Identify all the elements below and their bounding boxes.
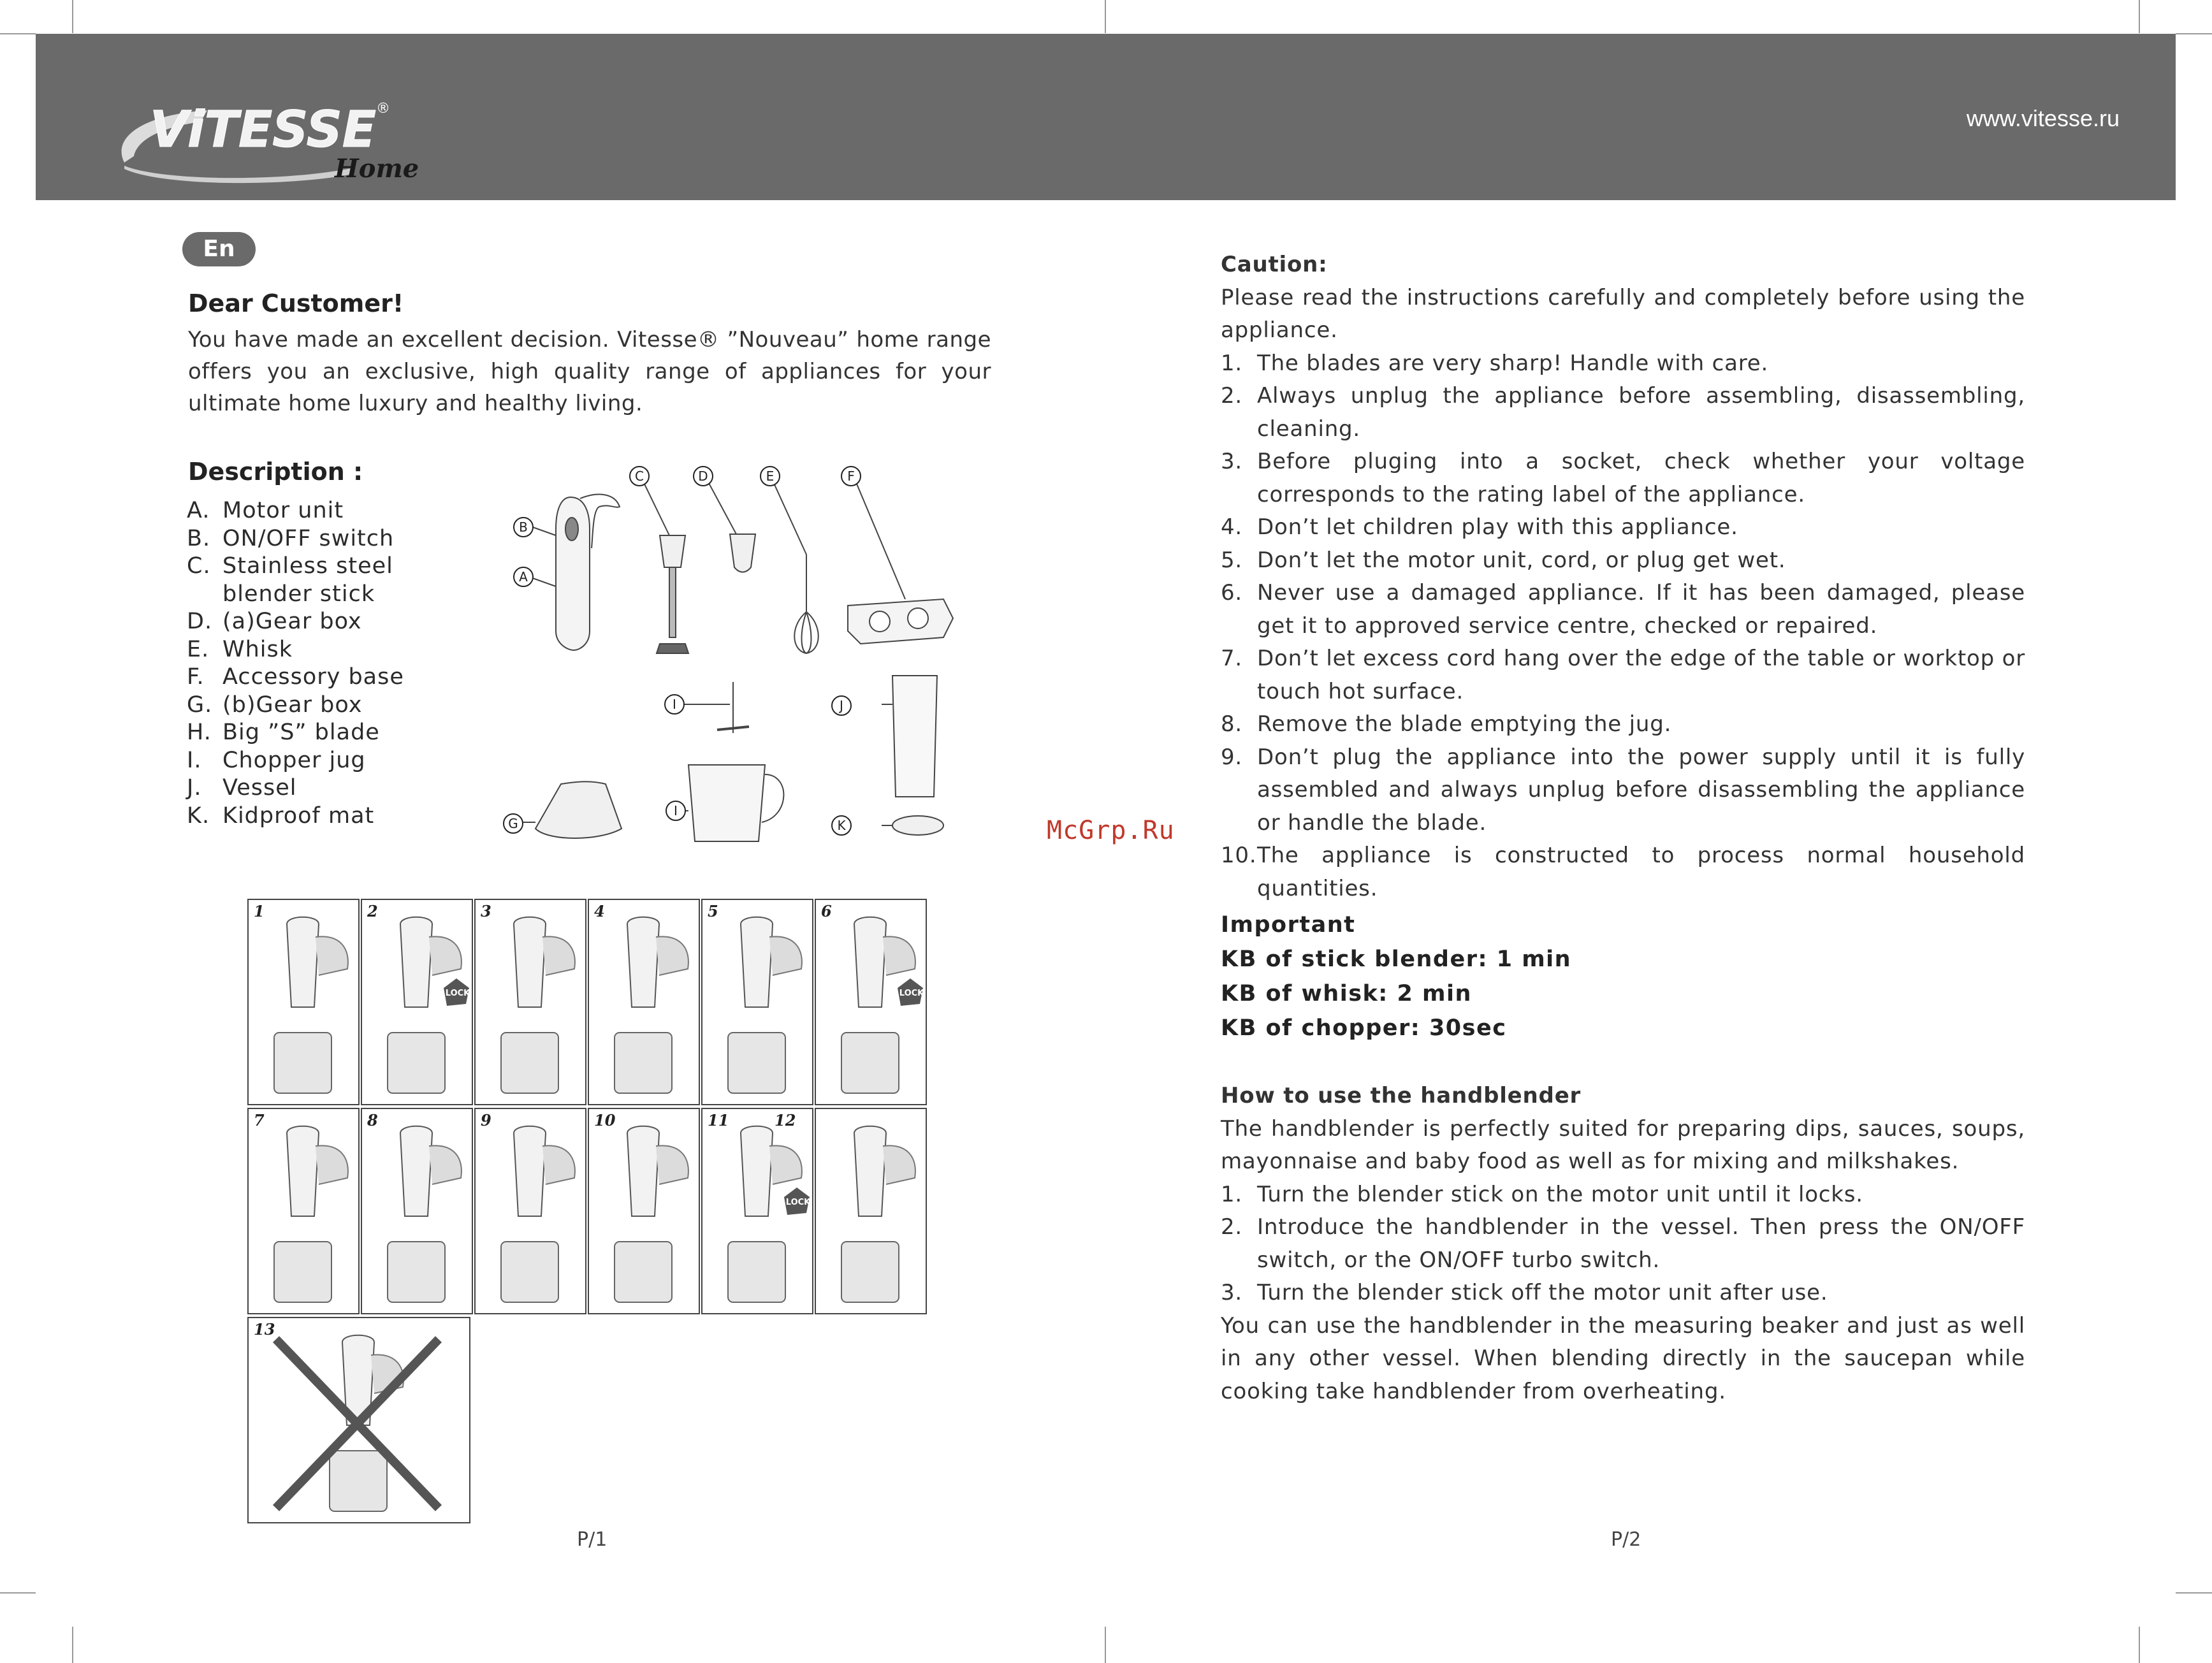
callout-i-top: I — [673, 697, 676, 712]
switch-drawing — [565, 518, 578, 541]
vessel-sketch — [274, 1033, 331, 1093]
step-panel — [588, 1108, 699, 1314]
how-to-intro: The handblender is perfectly suited for preparing dips, sauces, soups, mayonnaise and baby food as well as for mixing and milkshakes. — [1221, 1115, 2025, 1174]
caution-title: Caution: — [1221, 252, 1328, 277]
page-number-right: P/2 — [1611, 1529, 1641, 1551]
description-label: Whisk — [222, 636, 293, 662]
list-item — [1221, 1277, 2025, 1310]
description-list — [187, 497, 404, 830]
crop-mark — [2139, 0, 2140, 33]
description-item — [187, 636, 404, 664]
description-title: Description : — [188, 458, 363, 486]
list-number: 8. — [1221, 711, 1243, 737]
description-label: (b)Gear box — [222, 692, 363, 718]
list-item — [1221, 1211, 2025, 1277]
description-label: ON/OFF switch — [222, 525, 395, 551]
list-text: Turn the blender stick off the motor unit after use. — [1257, 1280, 1828, 1305]
callout-a: A — [519, 569, 528, 585]
blender-head-drawing — [657, 644, 688, 653]
vessel-sketch — [388, 1033, 445, 1093]
list-number: 9. — [1221, 744, 1243, 770]
how-to-outro: You can use the handblender in the measuring beaker and just as well in any other vessel. When blending directly in the saucepan while cooking take handblender from overheating. — [1221, 1312, 2025, 1404]
list-text: Don’t let children play with this appliance. — [1257, 514, 1738, 540]
gearbox-b-drawing — [535, 781, 622, 838]
description-item — [187, 774, 404, 802]
list-number: 3. — [1221, 449, 1243, 474]
crop-mark — [0, 33, 36, 34]
step-number: 2 — [367, 902, 378, 920]
description-key: D. — [187, 609, 213, 634]
watermark: McGrp.Ru — [1047, 816, 1175, 845]
list-item — [1221, 511, 2025, 544]
step-number: 3 — [481, 902, 491, 920]
vessel-sketch — [388, 1242, 445, 1302]
description-item — [187, 497, 404, 525]
appliance-sketch — [741, 1126, 773, 1216]
step-panel — [248, 1108, 359, 1314]
description-item — [187, 608, 404, 636]
vessel-drawing — [892, 676, 937, 797]
callout-f: F — [847, 468, 855, 484]
appliance-sketch — [400, 1126, 432, 1216]
step-number: 13 — [254, 1320, 275, 1339]
list-number: 1. — [1221, 1181, 1243, 1207]
appliance-sketch — [514, 917, 546, 1007]
step-number: 6 — [821, 902, 832, 920]
appliance-sketch — [514, 1126, 546, 1216]
vessel-sketch — [841, 1242, 899, 1302]
gearbox-a-drawing — [730, 534, 755, 572]
vessel-sketch — [615, 1242, 672, 1302]
description-item — [187, 581, 404, 609]
vessel-sketch — [841, 1033, 899, 1093]
list-number: 10. — [1221, 843, 1257, 868]
description-key: J. — [187, 775, 202, 801]
vessel-sketch — [615, 1033, 672, 1093]
list-item — [1221, 347, 2025, 381]
logo-home: Home — [335, 154, 419, 184]
description-label: (a)Gear box — [222, 609, 362, 634]
callout-d: D — [698, 468, 708, 484]
appliance-sketch — [287, 1126, 319, 1216]
step-number: 12 — [775, 1111, 796, 1129]
description-key — [187, 581, 222, 609]
site-url[interactable]: www.vitesse.ru — [1966, 105, 2120, 131]
vessel-sketch — [728, 1033, 785, 1093]
vessel-sketch — [728, 1242, 785, 1302]
step-panel — [815, 899, 926, 1105]
greeting-body: You have made an excellent decision. Vitesse® ”Nouveau” home range offers you an exclusive, high quality range of appliances for your ultimate home luxury and healthy living. — [188, 327, 991, 416]
description-label: Chopper jug — [222, 747, 366, 773]
appliance-sketch — [854, 1126, 886, 1216]
list-number: 4. — [1221, 514, 1243, 540]
list-item — [1221, 839, 2025, 905]
callout-b: B — [519, 519, 528, 535]
list-text: Don’t let excess cord hang over the edge of the table or worktop or touch hot surface. — [1257, 646, 2025, 704]
logo-registered: ® — [376, 101, 390, 117]
description-key: A. — [187, 498, 210, 523]
caution-section — [1221, 249, 2025, 905]
description-key: I. — [187, 747, 202, 773]
list-number: 2. — [1221, 1214, 1243, 1240]
important-line: KB of chopper: 30sec — [1221, 1015, 1507, 1041]
description-label: Accessory base — [222, 664, 404, 690]
vessel-sketch — [501, 1242, 558, 1302]
step-number: 4 — [594, 902, 605, 920]
chopper-jug-handle-drawing — [762, 774, 783, 822]
how-to-title: How to use the handblender — [1221, 1083, 1582, 1108]
step-number: 10 — [594, 1111, 616, 1129]
callout-k: K — [837, 818, 846, 833]
description-label: Vessel — [222, 775, 297, 801]
list-item — [1221, 380, 2025, 446]
chopper-jug-drawing — [688, 765, 765, 841]
step-panel — [248, 899, 359, 1105]
list-number: 3. — [1221, 1280, 1243, 1305]
description-item — [187, 692, 404, 720]
blender-shaft-drawing — [669, 567, 676, 637]
callout-j: J — [840, 698, 843, 713]
crop-mark — [1105, 1627, 1106, 1663]
description-key: G. — [187, 692, 213, 718]
description-item — [187, 747, 404, 775]
important-line: KB of whisk: 2 min — [1221, 981, 1472, 1006]
step-panel — [702, 899, 813, 1105]
kidproof-mat-drawing — [892, 816, 943, 835]
description-label: Motor unit — [222, 498, 344, 523]
description-item — [187, 553, 404, 581]
list-text: Always unplug the appliance before assembling, disassembling, cleaning. — [1257, 383, 2025, 442]
step-number: 7 — [254, 1111, 265, 1129]
step-panel — [361, 899, 472, 1105]
step-number: 8 — [367, 1111, 378, 1129]
caution-intro: Please read the instructions carefully and completely before using the appliance. — [1221, 284, 2025, 343]
description-label: blender stick — [222, 581, 375, 607]
step-number: 9 — [481, 1111, 491, 1129]
list-text: Introduce the handblender in the vessel. Then press the ON/OFF switch, or the ON/OFF turbo switch. — [1257, 1214, 2025, 1273]
important-title: Important — [1221, 912, 1356, 938]
list-text: Before pluging into a socket, check whether your voltage corresponds to the rating label of the appliance. — [1257, 449, 2025, 507]
list-item — [1221, 741, 2025, 840]
list-text: The appliance is constructed to process normal household quantities. — [1257, 843, 2025, 901]
step-panel — [588, 899, 699, 1105]
step-panel — [248, 1318, 470, 1523]
page-number-left: P/1 — [577, 1529, 608, 1551]
list-number: 2. — [1221, 383, 1243, 409]
description-key: K. — [187, 802, 210, 829]
appliance-sketch — [287, 917, 319, 1007]
list-item — [1221, 643, 2025, 708]
how-to-list — [1221, 1179, 2025, 1310]
description-key: B. — [187, 525, 211, 551]
description-item — [187, 802, 404, 831]
step-panel — [475, 1108, 586, 1314]
blender-stick-drawing — [660, 535, 685, 567]
list-text: Turn the blender stick on the motor unit until it locks. — [1257, 1181, 1863, 1207]
step-number: 5 — [708, 902, 718, 920]
appliance-sketch — [627, 917, 659, 1007]
crop-mark — [2176, 1592, 2212, 1594]
description-label: Kidproof mat — [222, 802, 375, 829]
crop-mark — [2176, 33, 2212, 34]
vessel-sketch — [501, 1033, 558, 1093]
list-item — [1221, 577, 2025, 643]
step-panel — [702, 1108, 813, 1314]
crop-mark — [0, 1592, 36, 1594]
description-item — [187, 719, 404, 747]
list-item — [1221, 708, 2025, 741]
vessel-sketch — [330, 1451, 387, 1511]
crop-mark — [72, 0, 73, 33]
list-text: Never use a damaged appliance. If it has been damaged, please get it to approved service centre, checked or repaired. — [1257, 580, 2025, 639]
lock-label: LOCK — [899, 989, 924, 998]
step-panel — [361, 1108, 472, 1314]
description-key: E. — [187, 636, 210, 662]
description-item — [187, 664, 404, 692]
vessel-sketch — [274, 1242, 331, 1302]
list-text: Remove the blade emptying the jug. — [1257, 711, 1672, 737]
language-badge: En — [182, 232, 256, 266]
list-number: 1. — [1221, 350, 1243, 376]
caution-list — [1221, 347, 2025, 906]
whisk-head-drawing — [794, 612, 819, 653]
description-key: C. — [187, 553, 211, 579]
lock-label: LOCK — [445, 989, 470, 998]
list-item — [1221, 446, 2025, 511]
list-text: Don’t plug the appliance into the power supply until it is fully assembled and always unplug before disassembling the appliance or handle the blade. — [1257, 744, 2025, 836]
assembly-steps — [247, 899, 929, 1530]
list-item — [1221, 1179, 2025, 1212]
appliance-sketch — [854, 917, 886, 1007]
accessory-base-drawing — [848, 599, 953, 644]
vitesse-logo — [86, 61, 443, 194]
list-text: The blades are very sharp! Handle with care. — [1257, 350, 1769, 376]
description-label: Big ”S” blade — [222, 720, 380, 745]
callout-i-bottom: I — [674, 803, 678, 818]
list-text: Don’t let the motor unit, cord, or plug get wet. — [1257, 547, 1786, 573]
crop-mark — [72, 1627, 73, 1663]
list-number: 5. — [1221, 547, 1243, 573]
important-line: KB of stick blender: 1 min — [1221, 947, 1572, 972]
callout-c: C — [635, 468, 644, 484]
description-key: F. — [187, 664, 205, 690]
crop-mark — [2139, 1627, 2140, 1663]
description-key: H. — [187, 720, 212, 745]
important-section — [1221, 908, 1571, 1045]
callout-g: G — [508, 816, 518, 831]
list-number: 6. — [1221, 580, 1243, 606]
list-number: 7. — [1221, 646, 1243, 671]
appliance-sketch — [627, 1126, 659, 1216]
step-number: 11 — [708, 1111, 729, 1129]
how-to-section — [1221, 1080, 2025, 1408]
step-number: 1 — [254, 902, 265, 920]
lock-label: LOCK — [785, 1198, 811, 1207]
parts-illustration — [484, 459, 969, 867]
crop-mark — [1105, 0, 1106, 33]
appliance-sketch — [400, 917, 432, 1007]
description-label: Stainless steel — [222, 553, 393, 579]
step-panel — [475, 899, 586, 1105]
description-item — [187, 525, 404, 553]
appliance-sketch — [741, 917, 773, 1007]
greeting-title: Dear Customer! — [188, 289, 404, 317]
logo-wordmark: ViTESSE — [150, 101, 377, 159]
list-item — [1221, 544, 2025, 577]
s-blade-drawing — [717, 727, 749, 730]
step-panel — [815, 1108, 926, 1314]
callout-e: E — [766, 468, 775, 484]
